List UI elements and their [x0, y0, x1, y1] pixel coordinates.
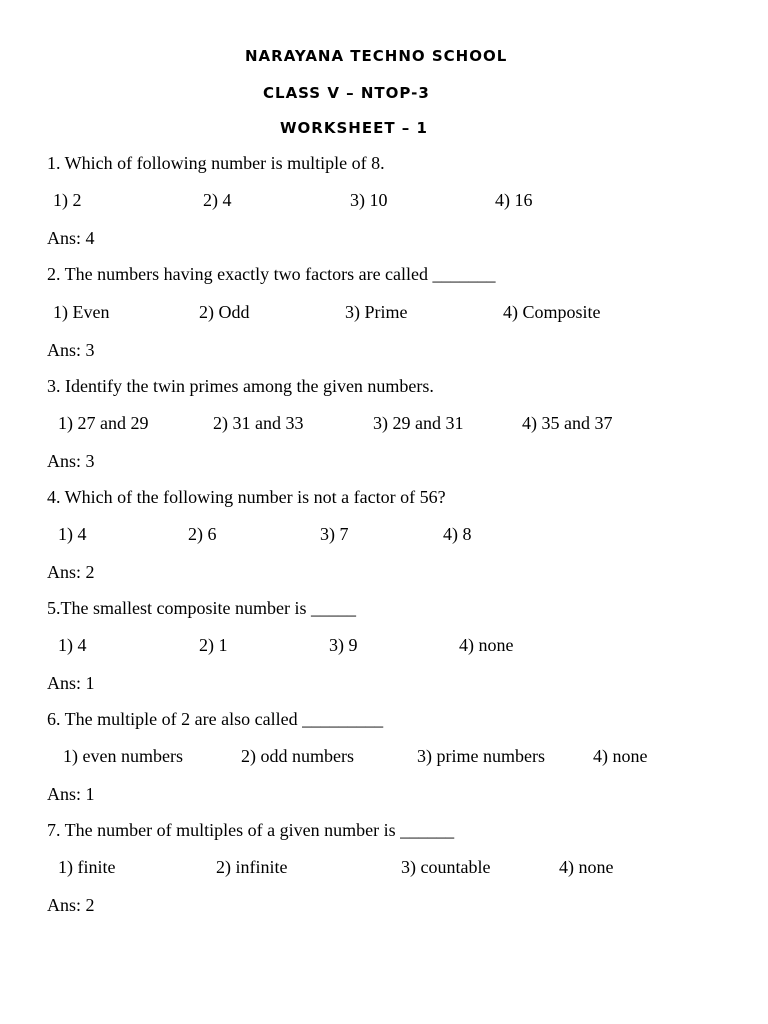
- question-7-text: 7. The number of multiples of a given number is ______: [47, 820, 455, 840]
- q4-option-2: 2) 6: [188, 524, 217, 544]
- q2-option-4: 4) Composite: [503, 302, 601, 322]
- q3-option-1: 1) 27 and 29: [58, 413, 149, 433]
- q4-option-4: 4) 8: [443, 524, 472, 544]
- q3-answer: Ans: 3: [47, 451, 95, 471]
- q7-option-3: 3) countable: [401, 857, 491, 877]
- q2-option-2: 2) Odd: [199, 302, 250, 322]
- q4-answer: Ans: 2: [47, 562, 95, 582]
- q6-option-2: 2) odd numbers: [241, 746, 354, 766]
- q4-option-3: 3) 7: [320, 524, 349, 544]
- q3-option-4: 4) 35 and 37: [522, 413, 613, 433]
- question-1-text: 1. Which of following number is multiple of 8.: [47, 153, 385, 173]
- q5-option-4: 4) none: [459, 635, 514, 655]
- worksheet-title: WORKSHEET – 1: [280, 119, 428, 137]
- question-3-text: 3. Identify the twin primes among the given numbers.: [47, 376, 434, 396]
- school-title: NARAYANA TECHNO SCHOOL: [245, 47, 508, 65]
- q1-option-2: 2) 4: [203, 190, 232, 210]
- question-5-text: 5.The smallest composite number is _____: [47, 598, 356, 618]
- q5-option-3: 3) 9: [329, 635, 358, 655]
- q5-answer: Ans: 1: [47, 673, 95, 693]
- question-6-text: 6. The multiple of 2 are also called _________: [47, 709, 384, 729]
- q5-option-2: 2) 1: [199, 635, 228, 655]
- question-4-text: 4. Which of the following number is not a factor of 56?: [47, 487, 446, 507]
- q7-option-2: 2) infinite: [216, 857, 288, 877]
- q7-answer: Ans: 2: [47, 895, 95, 915]
- question-2-text: 2. The numbers having exactly two factors are called _______: [47, 264, 496, 284]
- q1-option-1: 1) 2: [53, 190, 82, 210]
- q6-option-3: 3) prime numbers: [417, 746, 545, 766]
- q2-option-1: 1) Even: [53, 302, 110, 322]
- q6-answer: Ans: 1: [47, 784, 95, 804]
- q3-option-3: 3) 29 and 31: [373, 413, 464, 433]
- q2-answer: Ans: 3: [47, 340, 95, 360]
- q6-option-1: 1) even numbers: [63, 746, 183, 766]
- q7-option-1: 1) finite: [58, 857, 116, 877]
- q1-option-3: 3) 10: [350, 190, 388, 210]
- q4-option-1: 1) 4: [58, 524, 87, 544]
- q1-option-4: 4) 16: [495, 190, 533, 210]
- class-line: CLASS V – NTOP-3: [263, 84, 430, 102]
- q5-option-1: 1) 4: [58, 635, 87, 655]
- q2-option-3: 3) Prime: [345, 302, 408, 322]
- q7-option-4: 4) none: [559, 857, 614, 877]
- q6-option-4: 4) none: [593, 746, 648, 766]
- q3-option-2: 2) 31 and 33: [213, 413, 304, 433]
- q1-answer: Ans: 4: [47, 228, 95, 248]
